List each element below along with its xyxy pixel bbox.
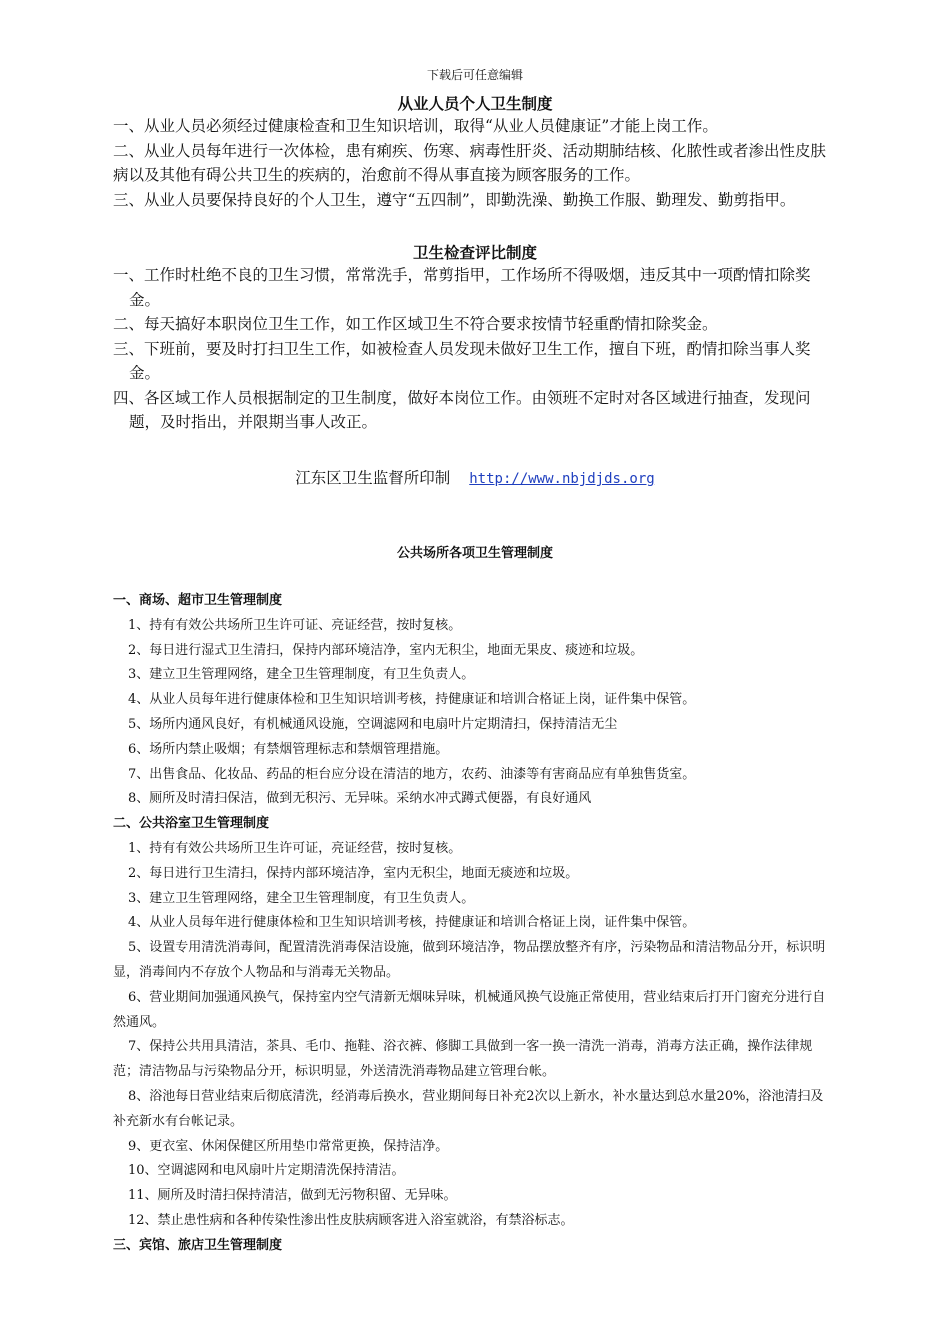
public-places-rules	[113, 589, 831, 1259]
list-item: 6、营业期间加强通风换气，保持室内空气清新无烟味异味，机械通风换气设施正常使用，营业结束后打开门窗充分进行自然通风。	[113, 989, 826, 1030]
personal-hygiene-rules	[113, 114, 835, 212]
list-item: 7、保持公共用具清洁，茶具、毛巾、拖鞋、浴衣裤、修脚工具做到一客一换一清洗一消毒，消毒方法正确，操作法律规范；清洁物品与污染物品分开，标识明显，外送清洗消毒物品建立管理台帐。	[113, 1039, 813, 1080]
list-item: 3、建立卫生管理网络，建全卫生管理制度，有卫生负责人。	[128, 890, 475, 906]
subsection-heading: 一、商场、超市卫生管理制度	[113, 593, 283, 608]
website-link[interactable]: http://www.nbjdjds.org	[469, 471, 655, 487]
list-item: 2、每日进行卫生清扫，保持内部环境洁净，室内无积尘，地面无痰迹和垃圾。	[128, 865, 579, 881]
header-note: 下载后可任意编辑	[426, 68, 523, 82]
subsection-heading: 三、宾馆、旅店卫生管理制度	[113, 1237, 283, 1253]
rule-item: 四、各区域工作人员根据制定的卫生制度，做好本岗位工作。由领班不定时对各区域进行抽查，发现问题，及时指出，并限期当事人改正。	[113, 388, 811, 431]
list-item: 8、浴池每日营业结束后彻底清洗，经消毒后换水，营业期间每日补充2次以上新水，补水量达到总水量20%，浴池清扫及补充新水有台帐记录。	[113, 1088, 824, 1129]
list-item: 4、从业人员每年进行健康体检和卫生知识培训考核，持健康证和培训合格证上岗，证件集中保管。	[128, 692, 696, 708]
list-item: 11、厕所及时清扫保持清洁，做到无污物积留、无异味。	[128, 1188, 457, 1204]
list-item: 8、厕所及时清扫保洁，做到无积污、无异味。采纳水冲式蹲式便器，有良好通风	[128, 791, 592, 807]
list-item: 2、每日进行湿式卫生清扫，保持内部环境洁净，室内无积尘，地面无果皮、痰迹和垃圾。	[128, 642, 644, 658]
list-item: 6、场所内禁止吸烟；有禁烟管理标志和禁烟管理措施。	[128, 741, 449, 757]
rule-item: 三、下班前，要及时打扫卫生工作，如被检查人员发现未做好卫生工作，擅自下班，酌情扣除当事人奖金。	[113, 339, 811, 382]
list-item: 5、场所内通风良好，有机械通风设施，空调滤网和电扇叶片定期清扫，保持清洁无尘	[128, 716, 618, 732]
subsection-heading: 二、公共浴室卫生管理制度	[113, 816, 270, 832]
list-item: 7、出售食品、化妆品、药品的柜台应分设在清洁的地方，农药、油漆等有害商品应有单独售货室。	[128, 766, 696, 782]
list-item: 12、禁止患性病和各种传染性渗出性皮肤病顾客进入浴室就浴，有禁浴标志。	[128, 1212, 574, 1228]
list-item: 1、持有有效公共场所卫生许可证，亮证经营，按时复核。	[128, 840, 462, 856]
print-org: 江东区卫生监督所印制	[295, 469, 451, 487]
print-footer	[0, 466, 950, 488]
rule-item: 一、从业人员必须经过健康检查和卫生知识培训，取得“从业人员健康证”才能上岗工作。	[113, 117, 718, 135]
rule-item: 一、工作时杜绝不良的卫生习惯，常常洗手，常剪指甲，工作场所不得吸烟，违反其中一项酌情扣除奖金。	[113, 266, 811, 309]
list-item: 1、持有有效公共场所卫生许可证、亮证经营，按时复核。	[128, 617, 462, 633]
list-item: 5、设置专用清洗消毒间，配置清洗消毒保洁设施，做到环境洁净，物品摆放整齐有序，污染物品和清洁物品分开，标识明显，消毒间内不存放个人物品和与消毒无关物品。	[113, 940, 826, 980]
hygiene-inspection-rules	[113, 263, 835, 435]
list-item: 4、从业人员每年进行健康体检和卫生知识培训考核，持健康证和培训合格证上岗，证件集中保管。	[128, 915, 696, 931]
rule-item: 二、从业人员每年进行一次体检，患有痢疾、伤寒、病毒性肝炎、活动期肺结核、化脓性或者渗出性皮肤病以及其他有碍公共卫生的疾病的，治愈前不得从事直接为顾客服务的工作。	[113, 141, 827, 184]
rule-item: 三、从业人员要保持良好的个人卫生，遵守“五四制”，即勤洗澡、勤换工作服、勤理发、勤剪指甲。	[113, 190, 796, 209]
list-item: 10、空调滤网和电风扇叶片定期清洗保持清洁。	[128, 1163, 405, 1179]
list-item: 9、更衣室、休闲保健区所用垫巾常常更换，保持洁净。	[128, 1138, 449, 1154]
title-hygiene-inspection: 卫生检查评比制度	[412, 244, 537, 262]
rule-item: 二、每天搞好本职岗位卫生工作，如工作区域卫生不符合要求按情节轻重酌情扣除奖金。	[113, 315, 718, 333]
title-public-places: 公共场所各项卫生管理制度	[396, 546, 553, 561]
title-personal-hygiene: 从业人员个人卫生制度	[397, 95, 553, 113]
list-item: 3、建立卫生管理网络，建全卫生管理制度，有卫生负责人。	[128, 667, 475, 683]
